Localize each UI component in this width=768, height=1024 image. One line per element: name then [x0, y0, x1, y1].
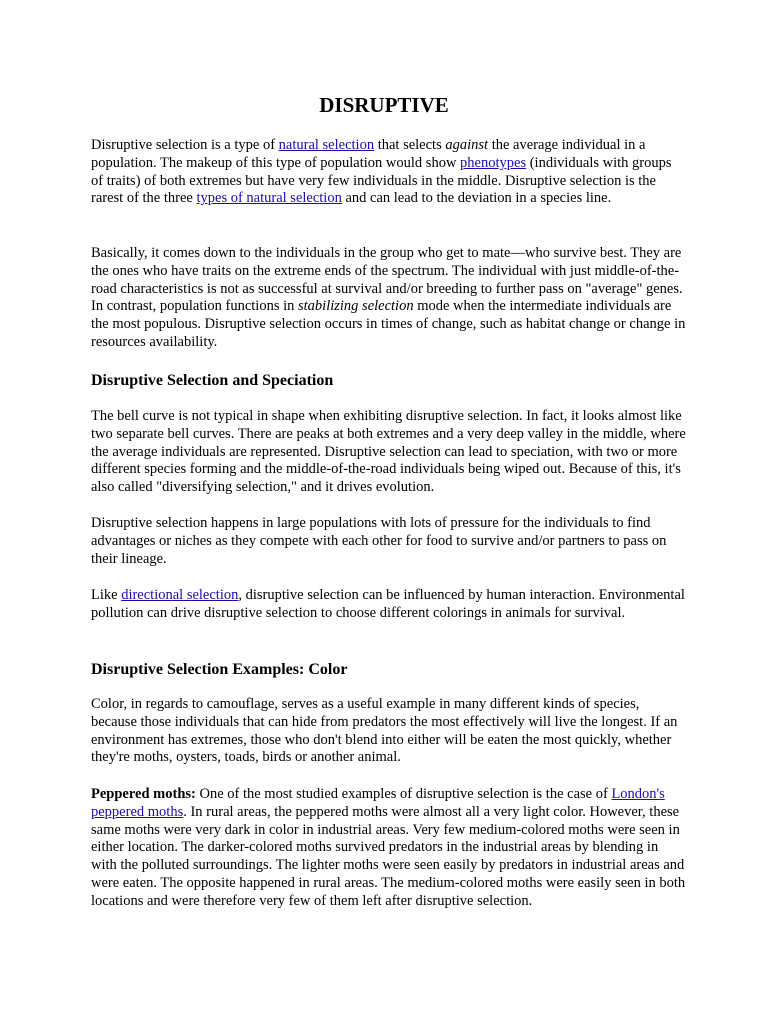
camouflage-paragraph: Color, in regards to camouflage, serves as a useful example in many different kinds of species, because those individuals that can hide from predators the most effectively will live the longest. If an environment has extremes, those who don't blend into either will be eaten the most quickly, whether they're moths, oysters, toads, birds or another animal. [91, 696, 678, 766]
peppered-moths-paragraph: Peppered moths: One of the most studied examples of disruptive selection is the case of London's peppered moths. In rural areas, the peppered moths were almost all a very light color. However, these same moths were very dark in color in industrial areas. Very few medium-colored moths were seen in either location. The darker-colored moths survived predators in the industrial areas by blending in with the polluted surroundings. The lighter moths were seen easily by predators in industrial areas and were eaten. The opposite happened in rural areas. The medium-colored moths were easily seen in both locations and were therefore very few of them left after disruptive selection. [91, 786, 686, 909]
large-populations-paragraph: Disruptive selection happens in large populations with lots of pressure for the individuals to find advantages or niches as they compete with each other for food to survive and/or partners to pass on their lineage. [91, 515, 667, 567]
mating-paragraph: Basically, it comes down to the individuals in the group who get to mate—who survive best. They are the ones who have traits on the extreme ends of the spectrum. The individual with just middle-of-the-road characteristics is not as successful at survival and/or breeding to further pass on "average" genes. In contrast, population functions in stabilizing selection mode when the intermediate individuals are the most populous. Disruptive selection occurs in times of change, such as habitat change or change in resources availability. [91, 245, 686, 350]
phenotypes-link[interactable]: phenotypes [460, 154, 527, 171]
intro-paragraph: Disruptive selection is a type of natural selection that selects against the average individual in a population. The makeup of this type of population would show phenotypes (individuals with groups of traits) of both extremes but have very few individuals in the middle. Disruptive selection is the rarest of the three types of natural selection and can lead to the deviation in a species line. [91, 137, 672, 207]
london-peppered-moths-link[interactable]: London's peppered moths [91, 786, 665, 820]
bell-curve-paragraph: The bell curve is not typical in shape when exhibiting disruptive selection. In fact, it looks almost like two separate bell curves. There are peaks at both extremes and a very deep valley in the middle, where the average individuals are represented. Disruptive selection can lead to speciation, with two or more different species forming and the middle-of-the-road individuals being wiped out. Because of this, it's also called "diversifying selection," and it drives evolution. [91, 408, 686, 496]
types-of-natural-selection-link[interactable]: types of natural selection [196, 190, 342, 207]
directional-selection-link[interactable]: directional selection [121, 587, 239, 603]
speciation-heading: Disruptive Selection and Speciation [91, 372, 334, 389]
color-examples-heading: Disruptive Selection Examples: Color [91, 661, 348, 678]
page-title: DISRUPTIVE [319, 93, 449, 117]
human-interaction-paragraph: Like directional selection, disruptive selection can be influenced by human interaction. Environmental pollution can drive disruptive selection to choose different colorings in animals for survival. [91, 587, 685, 621]
natural-selection-link[interactable]: natural selection [278, 137, 375, 153]
